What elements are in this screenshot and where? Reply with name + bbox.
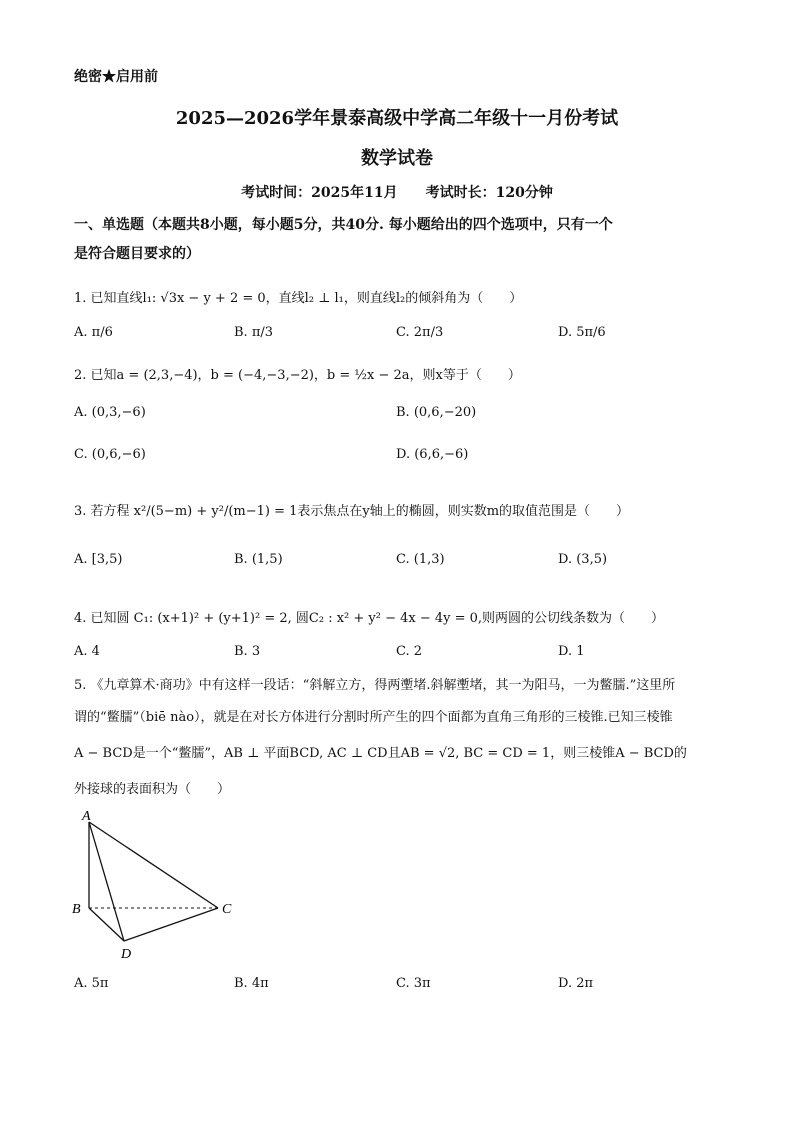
question-5-option-c: C. 3π [396,976,431,991]
question-2-stem: 2. 已知a = (2,3,−4)，b = (−4,−3,−2)，b = ½x − 2a，则x等于（ ） [74,368,521,383]
question-3-option-b: B. (1,5) [234,552,283,567]
vertex-label-d: D [121,947,132,962]
subject-title: 数学试卷 [361,148,433,169]
question-1-option-a: A. π/6 [74,325,113,340]
question-1-option-d: D. 5π/6 [558,325,606,340]
edge-dc [124,908,218,941]
question-5-stem-line3: A − BCD是一个“鳖臑”，AB ⊥ 平面BCD, AC ⊥ CD且AB = √2, BC = CD = 1，则三棱锥A − BCD的 [74,746,687,761]
question-5-stem-line1: 5. 《九章算术·商功》中有这样一段话：“斜解立方，得两壍堵.斜解壍堵，其一为阳马，一为鳖臑.”这里所 [74,678,676,693]
edge-ac [89,822,218,908]
question-3-option-c: C. (1,3) [396,552,445,567]
question-3-stem: 3. 若方程 x²/(5−m) + y²/(m−1) = 1表示焦点在y轴上的椭圆，则实数m的取值范围是（ ） [74,504,630,519]
question-3-option-a: A. [3,5) [74,552,123,567]
question-4-option-d: D. 1 [558,644,585,659]
question-5-option-a: A. 5π [74,976,109,991]
question-5-stem-line2: 谓的“鳖臑”（biē nào），就是在对长方体进行分割时所产生的四个面都为直角三角形的三棱锥.已知三棱锥 [74,710,673,725]
question-2-option-b: B. (0,6,−20) [396,405,477,420]
question-4-option-c: C. 2 [396,644,423,659]
tetrahedron-figure [66,806,246,966]
question-2-option-d: D. (6,6,−6) [396,447,469,462]
question-2-option-c: C. (0,6,−6) [74,447,146,462]
section-heading-line2: 是符合题目要求的） [74,246,200,262]
question-4-stem: 4. 已知圆 C₁: (x+1)² + (y+1)² = 2, 圆C₂ : x² + y² − 4x − 4y = 0,则两圆的公切线条数为（ ） [74,611,665,626]
question-1-stem: 1. 已知直线l₁: √3x − y + 2 = 0，直线l₂ ⊥ l₁，则直线l₂的倾斜角为（ ） [74,291,523,306]
question-1-option-b: B. π/3 [234,325,274,340]
section-heading-line1: 一、单选题（本题共8小题，每小题5分，共40分. 每小题给出的四个选项中，只有一个 [74,217,613,233]
question-4-option-b: B. 3 [234,644,261,659]
secret-label: 绝密★启用前 [74,69,158,85]
vertex-label-c: C [222,902,232,917]
question-4-option-a: A. 4 [74,644,100,659]
question-5-stem-line4: 外接球的表面积为（ ） [74,782,231,797]
question-3-option-d: D. (3,5) [558,552,608,567]
question-5-option-b: B. 4π [234,976,269,991]
edge-ad [89,822,124,941]
vertex-label-b: B [72,902,81,917]
question-5-option-d: D. 2π [558,976,594,991]
exam-title: 2025—2026学年景泰高级中学高二年级十一月份考试 [175,108,619,129]
question-1-option-c: C. 2π/3 [396,325,444,340]
exam-info: 考试时间：2025年11月 考试时长：120分钟 [241,185,553,201]
question-2-option-a: A. (0,3,−6) [74,405,146,420]
vertex-label-a: A [82,809,91,824]
